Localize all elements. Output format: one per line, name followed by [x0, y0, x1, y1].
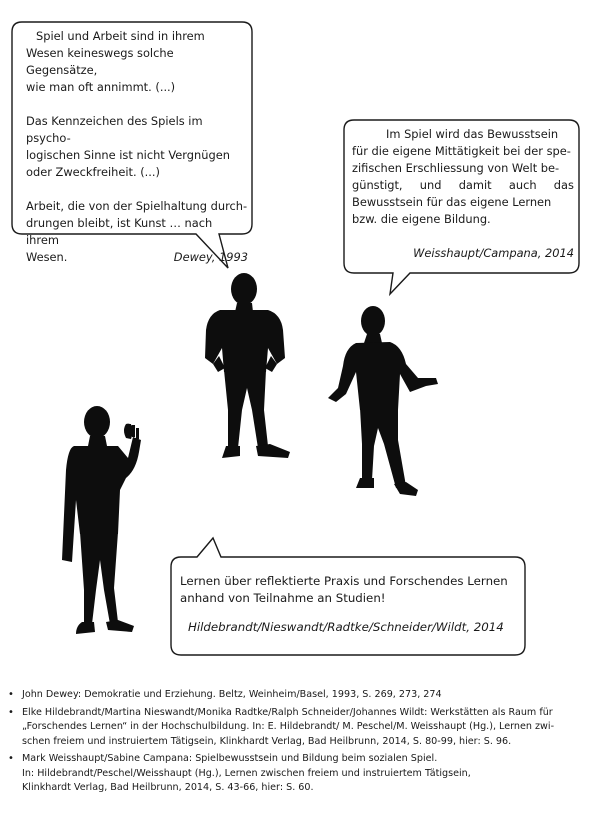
quote-line: drungen bleibt, ist Kunst … nach ihrem — [26, 216, 213, 247]
reference-item — [8, 706, 592, 750]
reference-line: Klinkhardt Verlag, Bad Heilbrunn, 2014, S. 43-66, hier: S. 60. — [22, 782, 314, 793]
quote-line: anhand von Teilnahme an Studien! — [180, 591, 386, 605]
quote-line: für die eigene Mittätigkeit bei der spe- — [352, 144, 571, 158]
quote-line: Das Kennzeichen des Spiels im psycho- — [26, 114, 203, 145]
quote-source: Hildebrandt/Nieswandt/Radtke/Schneider/Wildt, 2014 — [188, 620, 504, 634]
quote-source: Dewey, 1993 — [173, 250, 248, 264]
quote-line: logischen Sinne ist nicht Vergnügen — [26, 148, 230, 162]
weisshaupt-quote — [352, 126, 574, 262]
reference-line: „Forschendes Lernen“ in der Hochschulbildung. In: E. Hildebrandt/ M. Peschel/M. Weisshaupt (Hg.), Lernen zwi- — [22, 721, 555, 732]
quote-word: auch — [508, 178, 537, 192]
quote-line: Bewusstsein für das eigene Lernen — [352, 195, 552, 209]
quote-source: Weisshaupt/Campana, 2014 — [413, 246, 574, 260]
quote-line: bzw. die eigene Bildung. — [352, 212, 491, 226]
hildebrandt-quote — [180, 573, 520, 636]
silhouette-hands-on-hips-icon — [205, 273, 290, 458]
reference-item — [8, 688, 592, 703]
reference-line: • John Dewey: Demokratie und Erziehung. Beltz, Weinheim/Basel, 1993, S. 269, 273, 274 — [22, 689, 442, 700]
quote-line: oder Zweckfreiheit. (...) — [26, 165, 160, 179]
reference-line: In: Hildebrandt/Peschel/Weisshaupt (Hg.), Lernen zwischen freiem und instruiertem Tätigsein, — [22, 767, 471, 779]
quote-line: Lernen über reflektierte Praxis und Forschendes Lernen — [180, 574, 508, 588]
quote-line: Arbeit, die von der Spielhaltung durch- — [26, 199, 248, 213]
dewey-quote — [26, 28, 248, 266]
reference-list — [8, 688, 592, 799]
quote-line: Im Spiel wird das Bewusstsein — [386, 127, 559, 141]
quote-word: günstigt, — [352, 178, 403, 192]
quote-word: damit — [458, 178, 492, 192]
quote-line: Wesen keineswegs solche Gegensätze, — [26, 46, 174, 77]
quote-line: Wesen. — [26, 250, 68, 264]
quote-last-line — [26, 249, 248, 266]
quote-word: und — [419, 178, 442, 192]
reference-line: • Mark Weisshaupt/Sabine Campana: Spielbewusstsein und Bildung beim sozialen Spiel. — [22, 753, 438, 764]
quote-line: Spiel und Arbeit sind in ihrem — [36, 29, 205, 43]
silhouette-shrugging-icon — [328, 306, 438, 496]
quote-line: zifischen Erschliessung von Welt be- — [352, 161, 560, 175]
reference-line: • Elke Hildebrandt/Martina Nieswandt/Monika Radtke/Ralph Schneider/Johannes Wildt: Werkstätten als Raum für — [22, 706, 553, 718]
reference-item — [8, 752, 592, 796]
quote-word: das — [553, 178, 574, 192]
quote-line: wie man oft annimmt. (...) — [26, 80, 176, 94]
silhouette-ok-gesture-icon — [62, 406, 141, 634]
quote-line — [352, 177, 574, 194]
reference-line: schen freiem und instruiertem Tätigsein, Klinkhardt Verlag, Bad Heilbrunn, 2014, S. 80-99, hier: S. 96. — [22, 735, 512, 747]
